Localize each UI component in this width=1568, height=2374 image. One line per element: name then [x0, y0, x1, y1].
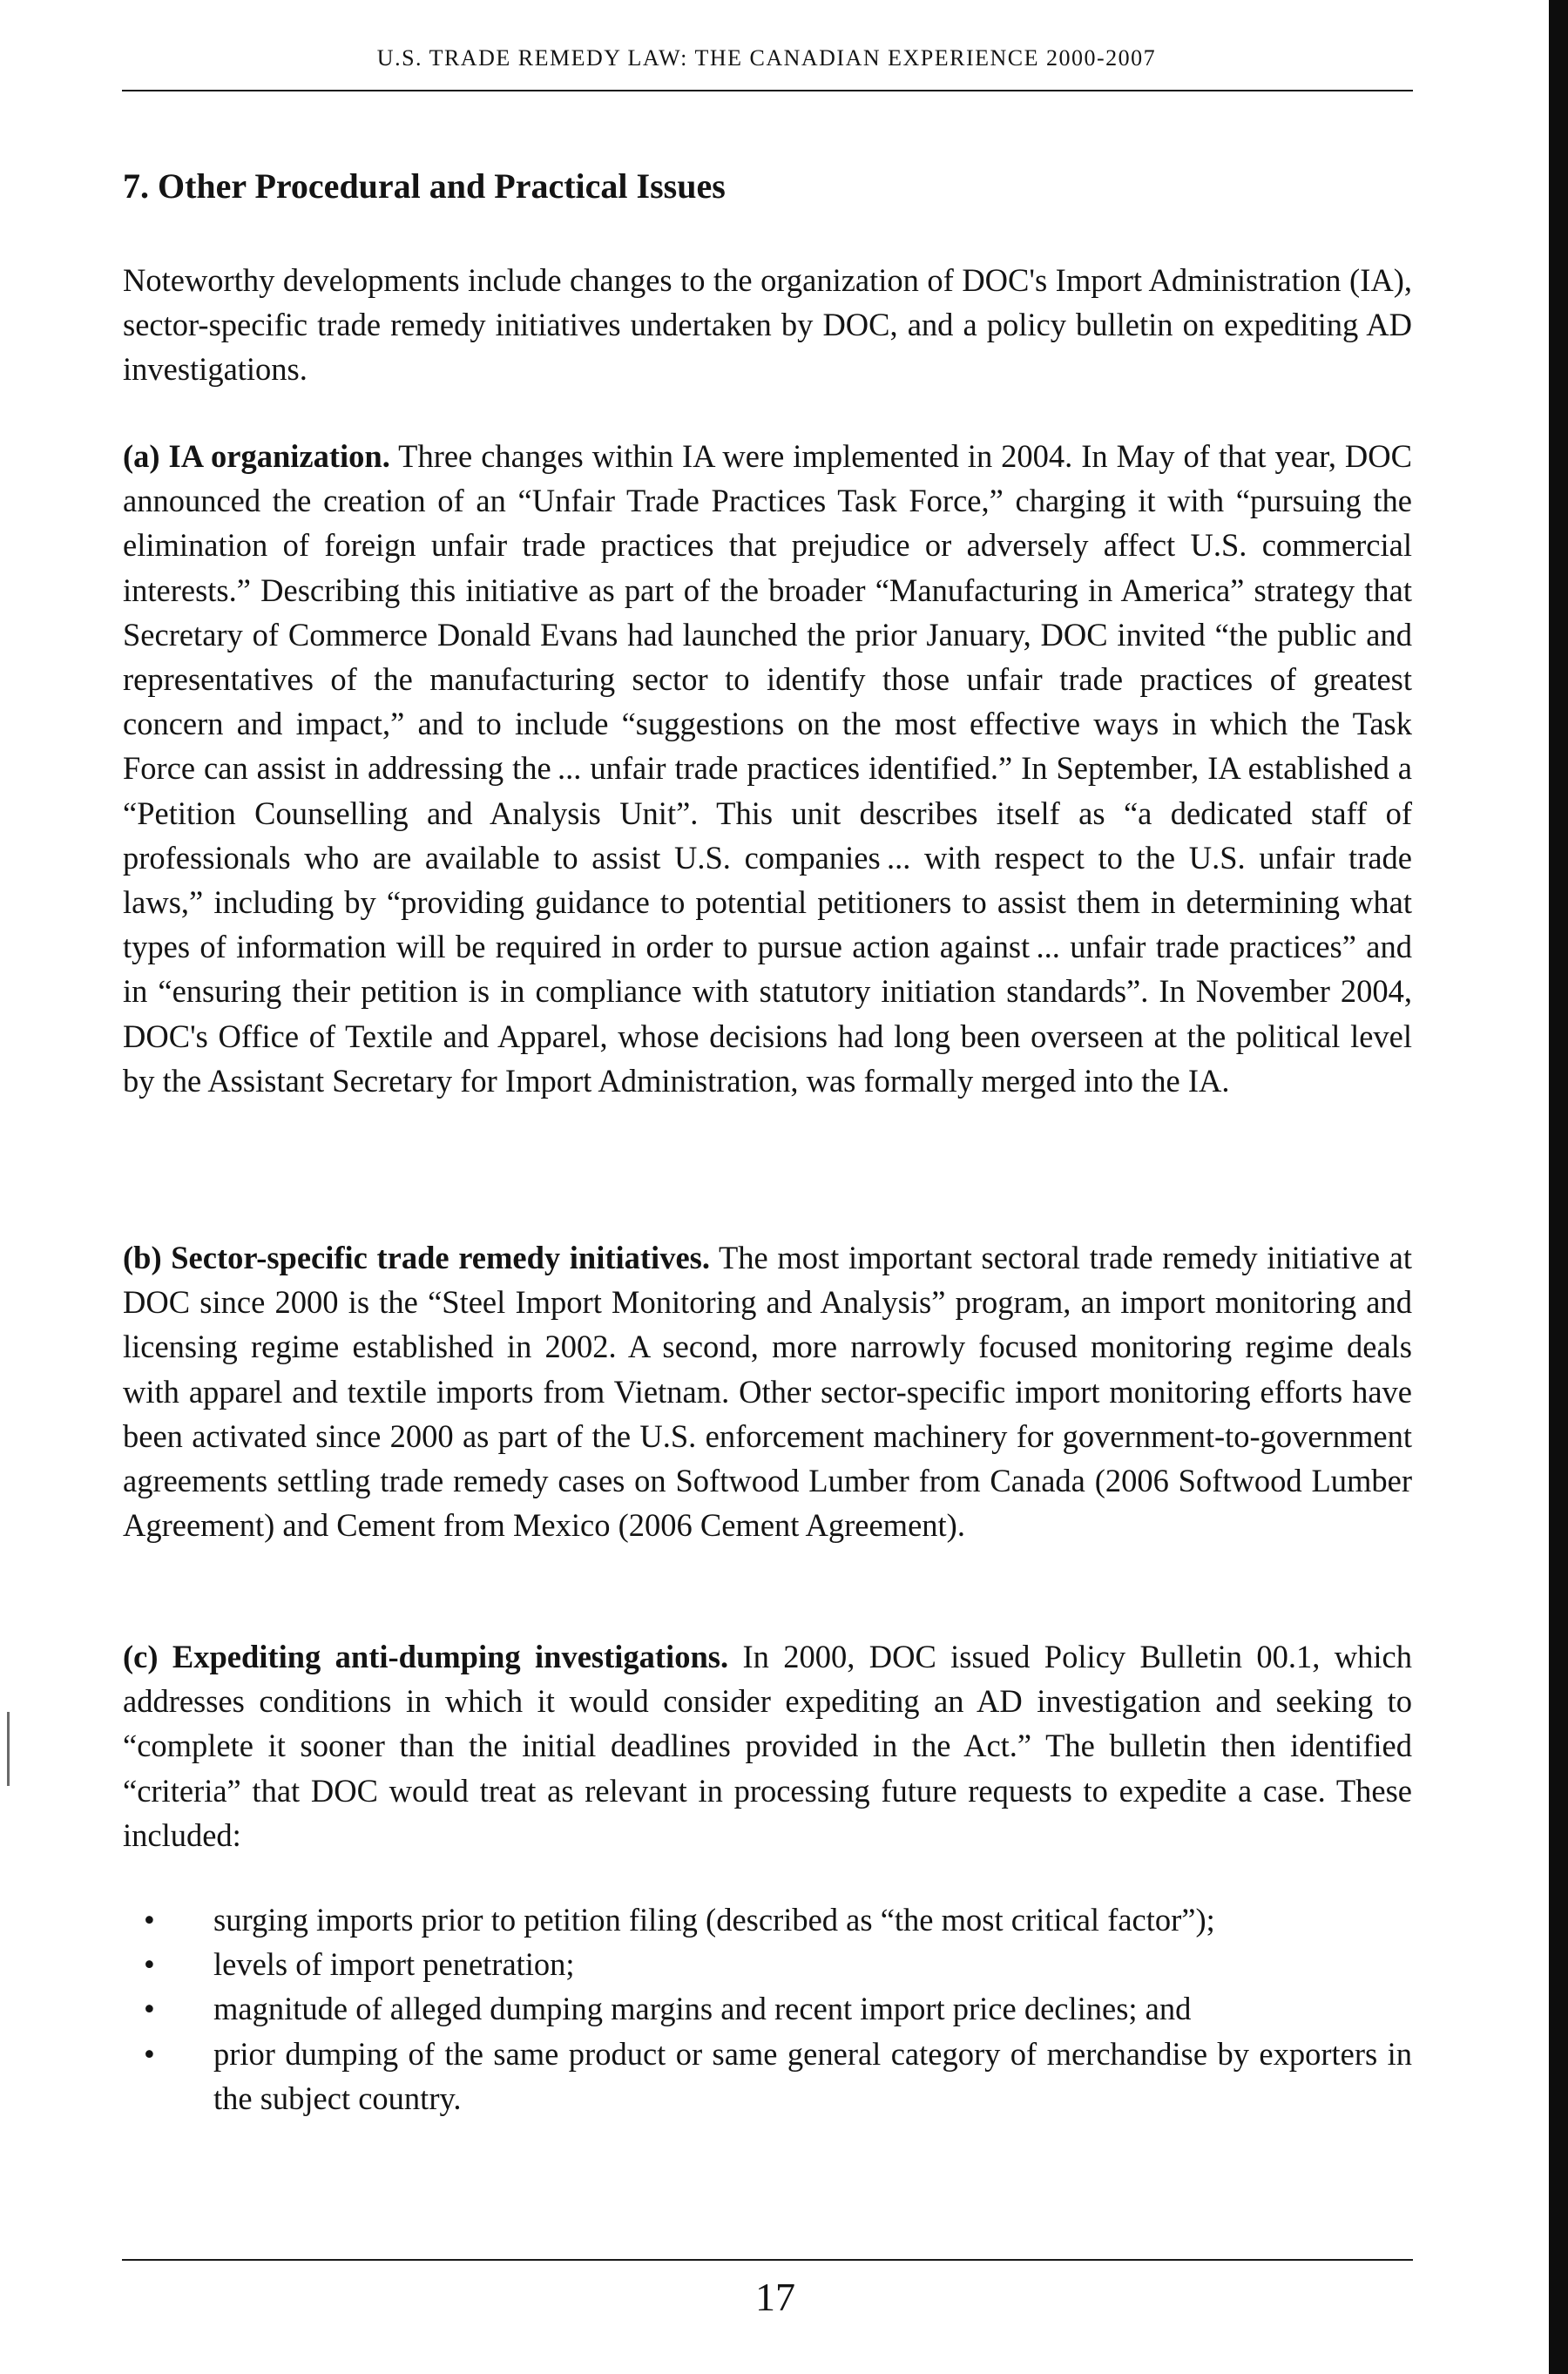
running-header: U.S. TRADE REMEDY LAW: THE CANADIAN EXPERIENCE 2000-2007 [376, 45, 1157, 71]
intro-paragraph: Noteworthy developments include changes to the organization of DOC's Import Administration (IA), sector-specific trade remedy initiatives undertaken by DOC, and a policy bulletin on expediting AD investigations. [123, 262, 1412, 388]
subsection-b-text: The most important sectoral trade remedy initiative at DOC since 2000 is the “Steel Import Monitoring and Analysis” program, an import monitoring and licensing regime established in 2002. A second, more narrowly focused monitoring regime deals with apparel and textile imports from Vietnam. Other sector-specific import monitoring efforts have been activated since 2000 as part of the U.S. enforcement machinery for government-to-government agreements settling trade remedy cases on Softwood Lumber from Canada (2006 Softwood Lumber Agreement) and Cement from Mexico (2006 Cement Agreement). [123, 1240, 1412, 1544]
list-item-text: prior dumping of the same product or same general category of merchandise by exporters in the subject country. [213, 2035, 1412, 2116]
criteria-list [123, 1897, 1412, 2120]
list-item [123, 2032, 1412, 2120]
list-item-text: levels of import penetration; [213, 1946, 575, 1983]
subsection-a-text: Three changes within IA were implemented in 2004. In May of that year, DOC announced the creation of an “Unfair Trade Practices Task Force,” charging it with “pursuing the elimination of foreign unfair trade practices that prejudice or adversely affect U.S. commercial interests.” Describing this initiative as part of the broader “Manufacturing in America” strategy that Secretary of Commerce Donald Evans had launched the prior January, DOC invited “the public and representatives of the manufacturing sector to identify those unfair trade practices of greatest concern and impact,” and to include “suggestions on the most effective ways in which the Task Force can assist in addressing the ... unfair trade practices identified.” In September, IA established a “Petition Counselling and Analysis Unit”. This unit describes itself as “a dedicated staff of professionals who are available to assist U.S. companies ... with respect to the U.S. unfair trade laws,” including by “providing guidance to potential petitioners to assist them in determining what types of information will be required in order to pursue action against ... unfair trade practices” and in “ensuring their petition is in compliance with statutory initiation standards”. In November 2004, DOC's Office of Textile and Apparel, whose decisions had long been overseen at the political level by the Assistant Secretary for Import Administration, was formally merged into the IA. [123, 438, 1413, 1099]
subsection-a-paragraph [123, 434, 1412, 1103]
bullet-icon: • [144, 2035, 155, 2072]
subsection-c-paragraph [123, 1634, 1412, 1857]
list-item-text: surging imports prior to petition filing (described as “the most critical factor”); [213, 1902, 1215, 1938]
bullet-icon: • [144, 1902, 155, 1938]
list-item-text: magnitude of alleged dumping margins and recent import price declines; and [213, 1991, 1192, 2027]
list-item [123, 1986, 1412, 2031]
footer-rule [122, 2259, 1413, 2261]
section-heading: 7. Other Procedural and Practical Issues [123, 166, 726, 206]
subsection-b-lead: (b) Sector-specific trade remedy initiatives. [123, 1240, 710, 1275]
bullet-icon: • [144, 1991, 155, 2027]
subsection-c-lead: (c) Expediting anti-dumping investigations. [123, 1639, 729, 1674]
page-number: 17 [755, 2275, 795, 2319]
scan-edge-shadow [1549, 0, 1568, 2374]
list-item [123, 1897, 1412, 1942]
subsection-b-paragraph [123, 1235, 1412, 1547]
subsection-c-text: In 2000, DOC issued Policy Bulletin 00.1, which addresses conditions in which it would consider expediting an AD investigation and seeking to “complete it sooner than the initial deadlines provided in the Act.” The bulletin then identified “criteria” that DOC would treat as relevant in processing future requests to expedite a case. These included: [123, 1639, 1413, 1853]
scan-margin-mark [7, 1712, 10, 1786]
list-item [123, 1942, 1412, 1986]
subsection-a-lead: (a) IA organization. [123, 438, 390, 474]
header-rule [122, 90, 1413, 91]
bullet-icon: • [144, 1946, 155, 1983]
